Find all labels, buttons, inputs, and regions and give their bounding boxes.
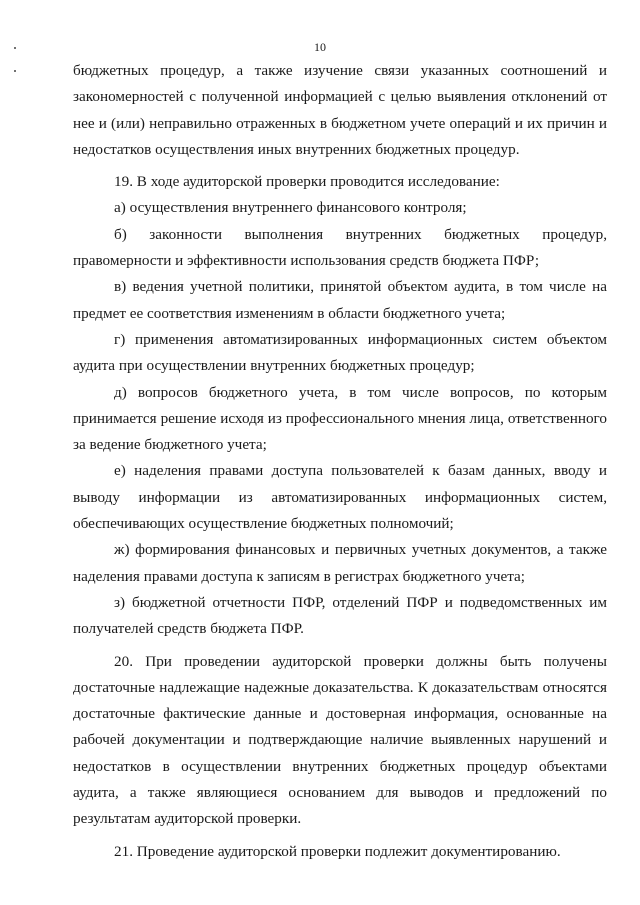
paragraph-continuation: бюджетных процедур, а также изучение связи указанных соотношений и закономерностей с полученной информацией с целью выявления отклонений от нее и (или) неправильно отраженных в бюджетном учете операций и их причин и недостатков осуществления иных внутренних бюджетных процедур. <box>73 62 607 158</box>
list-item-b: б) законности выполнения внутренних бюджетных процедур, правомерности и эффективности использования средств бюджета ПФР; <box>73 225 607 270</box>
list-item-z: з) бюджетной отчетности ПФР, отделений ПФР и подведомственных им получателей средств бюджета ПФР. <box>73 593 607 638</box>
list-item-g: г) применения автоматизированных информационных систем объектом аудита при осуществлении внутренних бюджетных процедур; <box>73 330 607 375</box>
list-item-zh: ж) формирования финансовых и первичных учетных документов, а также наделения правами доступа к записям в регистрах бюджетного учета; <box>73 541 607 585</box>
page-number: 10 <box>314 40 326 54</box>
paragraph-19: 19. В ходе аудиторской проверки проводится исследование: <box>114 173 500 191</box>
scan-speck <box>14 70 16 72</box>
list-item-v: в) ведения учетной политики, принятой объектом аудита, в том числе на предмет ее соответствия изменениям в области бюджетного учета; <box>73 278 607 322</box>
list-item-d: д) вопросов бюджетного учета, в том числе вопросов, по которым принимается решение исходя из профессионального мнения лица, ответственного за ведение бюджетного учета; <box>73 383 607 454</box>
list-item-e: е) наделения правами доступа пользователей к базам данных, вводу и выводу информации из автоматизированных информационных систем, обеспечивающих осуществление бюджетных полномочий; <box>73 462 607 533</box>
paragraph-21: 21. Проведение аудиторской проверки подлежит документированию. <box>114 842 561 860</box>
paragraph-20: 20. При проведении аудиторской проверки должны быть получены достаточные надлежащие надежные доказательства. К доказательствам относятся достаточные фактические данные и достоверная информация, основанные на рабочей документации и подтверждающие наличие выявленных нарушений и недостатков в осуществлении внутренних бюджетных процедур объектами аудита, а также являющиеся основанием для выводов и предложений по результатам аудиторской проверки. <box>73 652 607 828</box>
list-item-a: а) осуществления внутреннего финансового контроля; <box>114 199 467 217</box>
document-body <box>73 58 607 865</box>
